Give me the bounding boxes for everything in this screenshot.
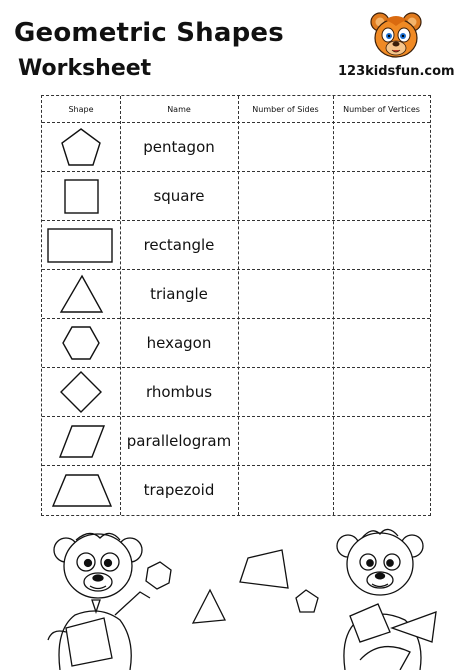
trapezoid-icon [240,550,288,588]
vertices-answer-cell[interactable] [333,172,430,221]
table-row [42,368,430,417]
column-header-sides: Number of Sides [252,105,319,114]
monkey-character-icon [337,529,436,670]
sides-answer-cell[interactable] [238,319,333,368]
bear-mascot-icon [368,10,424,60]
column-header-shape: Shape [68,105,94,114]
shape-name: rhombus [145,383,213,401]
rectangle-icon [42,221,120,270]
sides-answer-cell[interactable] [238,368,333,417]
sides-answer-cell[interactable] [238,123,333,172]
table-row [42,172,430,221]
vertices-answer-cell[interactable] [333,417,430,466]
table-row [42,221,430,270]
column-divider [333,96,334,515]
shape-name: parallelogram [126,432,232,450]
triangle-icon [193,590,225,623]
shape-name: square [153,187,205,205]
vertices-answer-cell[interactable] [333,319,430,368]
rhombus-icon [42,368,120,417]
column-divider [120,96,121,515]
shape-name: trapezoid [143,481,215,499]
vertices-answer-cell[interactable] [333,123,430,172]
shape-name: triangle [150,285,208,303]
column-divider [238,96,239,515]
vertices-answer-cell[interactable] [333,368,430,417]
parallelogram-icon [42,417,120,466]
table-row [42,270,430,319]
triangle-icon [42,270,120,319]
shape-name: hexagon [146,334,212,352]
hexagon-icon [146,562,171,589]
hexagon-icon [42,319,120,368]
site-url: 123kidsfun.com [338,64,455,79]
vertices-answer-cell[interactable] [333,466,430,515]
table-row [42,466,430,515]
vertices-answer-cell[interactable] [333,270,430,319]
shapes-table [41,95,431,516]
table-header [42,96,430,123]
shape-name: rectangle [143,236,215,254]
bottom-illustration [0,520,474,670]
sides-answer-cell[interactable] [238,270,333,319]
monkey-character-icon [48,533,150,670]
pentagon-icon [296,590,318,612]
sides-answer-cell[interactable] [238,172,333,221]
page-title: Geometric Shapes [14,18,284,48]
sides-answer-cell[interactable] [238,466,333,515]
table-row [42,319,430,368]
shape-name: pentagon [143,138,215,156]
column-header-name: Name [167,105,191,114]
page-subtitle: Worksheet [18,56,152,81]
sides-answer-cell[interactable] [238,221,333,270]
column-header-vertices: Number of Vertices [343,105,420,114]
vertices-answer-cell[interactable] [333,221,430,270]
trapezoid-icon [42,466,120,515]
table-row [42,123,430,172]
table-row [42,417,430,466]
square-icon [42,172,120,221]
pentagon-icon [42,123,120,172]
sides-answer-cell[interactable] [238,417,333,466]
